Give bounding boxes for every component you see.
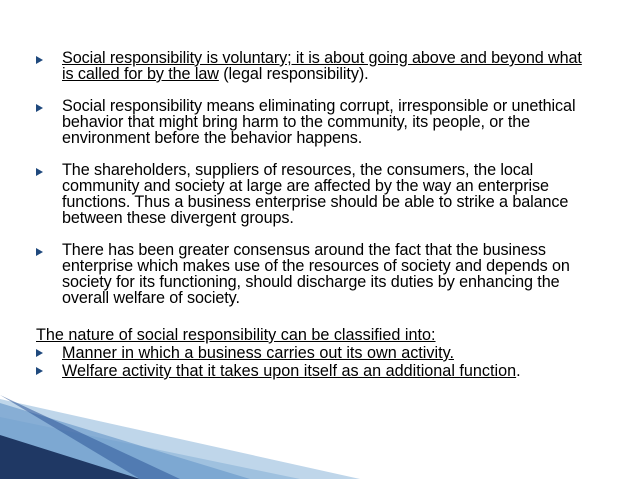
bullet-arrow-icon: [36, 104, 43, 112]
bullet-1-rest: (legal responsibility).: [218, 65, 369, 83]
nature-section: [36, 326, 606, 380]
nature-item-1-underlined: Manner in which a business carries out its own activity.: [62, 344, 454, 362]
bullet-arrow-icon: [36, 56, 43, 64]
nature-item-2-rest: .: [516, 362, 521, 380]
bullet-3-text: The shareholders, suppliers of resources, the consumers, the local community and society at large are affected by the way an enterprise functions. Thus a business enterprise should be able to strike a balance between these divergent groups.: [62, 161, 569, 227]
nature-item-2: [36, 362, 606, 380]
bullet-item-1: [36, 50, 596, 82]
decorative-swoosh: [0, 395, 638, 479]
bullet-item-2: [36, 98, 596, 146]
bullet-item-4: [36, 242, 596, 306]
bullet-4-text: There has been greater consensus around the fact that the business enterprise which makes use of the resources of society and depends on society for its functioning, should discharge its duties by enhancing the overall welfare of society.: [62, 241, 570, 307]
bullet-arrow-icon: [36, 248, 43, 256]
nature-item-2-underlined: Welfare activity that it takes upon itself as an additional function: [62, 362, 517, 380]
nature-item-1: [36, 344, 606, 362]
bullet-item-3: [36, 162, 596, 226]
bullet-2-text: Social responsibility means eliminating corrupt, irresponsible or unethical behavior that might bring harm to the community, its people, or the environment before the behavior happens.: [62, 97, 576, 147]
bullet-1-underlined: Social responsibility is voluntary; it is about going above and beyond what is called for by the law: [62, 49, 582, 83]
bullet-arrow-icon: [36, 349, 43, 357]
bullet-list: [36, 50, 596, 322]
bullet-arrow-icon: [36, 168, 43, 176]
bullet-arrow-icon: [36, 367, 43, 375]
nature-heading: The nature of social responsibility can be classified into:: [36, 326, 436, 344]
